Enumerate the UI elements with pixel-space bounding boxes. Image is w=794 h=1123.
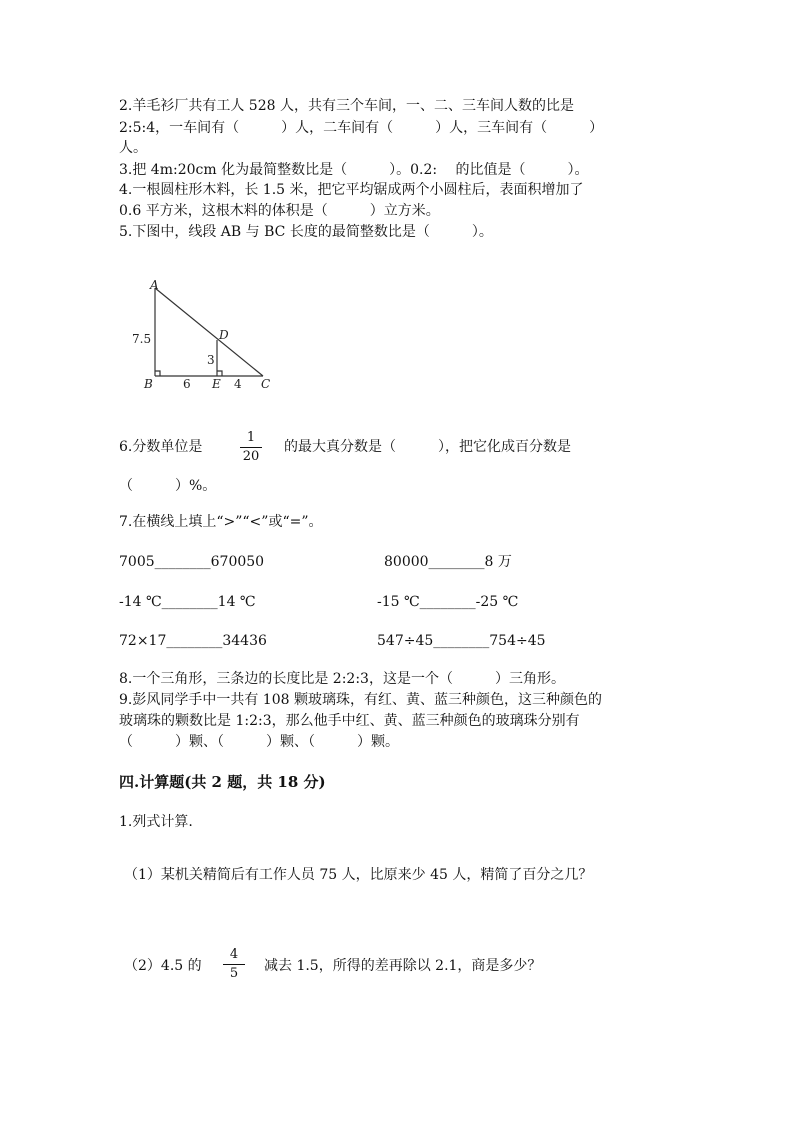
label-b: B xyxy=(144,377,153,391)
q8-line1: 8.一个三角形，三条边的长度比是 2:2:3，这是一个（ ）三角形。 xyxy=(119,671,565,687)
q9-line1: 9.彭风同学手中一共有 108 颗玻璃珠，有红、黄、蓝三种颜色，这三种颜色的 xyxy=(119,692,602,708)
calc-sub2-suffix: 减去 1.5，所得的差再除以 2.1，商是多少？ xyxy=(264,958,542,974)
right-angle-mark-e xyxy=(217,371,222,376)
length-be: 6 xyxy=(183,377,191,391)
label-a: A xyxy=(150,278,159,292)
length-ec: 4 xyxy=(234,377,242,391)
section-title: 四.计算题(共 2 题，共 18 分) xyxy=(119,773,326,791)
right-angle-mark-b xyxy=(155,371,160,376)
q7-row3-right: 547÷45________754÷45 xyxy=(377,633,546,649)
calc-sub2-fraction-denominator: 5 xyxy=(229,966,239,981)
fraction-bar xyxy=(240,447,262,448)
fraction-bar xyxy=(223,964,245,965)
q2-line1: 2.羊毛衫厂共有工人 528 人，共有三个车间，一、二、三车间人数的比是 xyxy=(119,98,574,114)
q9-line2: 玻璃珠的颗数比是 1:2:3，那么他手中红、黄、蓝三种颜色的玻璃珠分别有 xyxy=(119,713,580,729)
q7-title: 7.在横线上填上“>”“<”或“=”。 xyxy=(119,514,323,530)
q9-line3: （ ）颗、（ ）颗、（ ）颗。 xyxy=(119,734,399,750)
length-de: 3 xyxy=(207,353,215,367)
q6-fraction-denominator: 20 xyxy=(242,449,260,464)
q7-row2-left: -14 ℃________14 ℃ xyxy=(119,594,256,610)
label-d: D xyxy=(219,328,229,342)
q6-line2: （ ）%。 xyxy=(119,478,217,494)
length-ab: 7.5 xyxy=(132,332,152,346)
label-c: C xyxy=(261,377,271,391)
q6-fraction-numerator: 1 xyxy=(246,430,256,445)
q4-line2: 0.6 平方米，这根木料的体积是（ ）立方米。 xyxy=(119,203,440,219)
calc-sub2-fraction xyxy=(223,947,245,982)
q2-line2: 2:5:4，一车间有（ ）人，二车间有（ ）人，三车间有（ ） xyxy=(119,120,604,136)
q7-row1-left: 7005________670050 xyxy=(119,554,265,570)
calc-sub1: （1）某机关精简后有工作人员 75 人，比原来少 45 人，精简了百分之几？ xyxy=(124,867,593,883)
q4-line1: 4.一根圆柱形木料，长 1.5 米，把它平均锯成两个小圆柱后，表面积增加了 xyxy=(119,182,584,198)
calc-sub2-fraction-numerator: 4 xyxy=(229,947,239,962)
q6-prefix: 6.分数单位是 xyxy=(119,439,203,455)
q6-suffix: 的最大真分数是（ ），把它化成百分数是 xyxy=(284,439,571,455)
q7-row1-right: 80000________8 万 xyxy=(384,554,512,570)
label-e: E xyxy=(212,377,221,391)
calc-q1-title: 1.列式计算. xyxy=(119,814,193,830)
q2-line3: 人。 xyxy=(119,140,147,156)
q6-fraction xyxy=(240,430,262,465)
triangle-figure xyxy=(125,278,285,398)
q5-line1: 5.下图中，线段 AB 与 BC 长度的最简整数比是（ ）。 xyxy=(119,224,493,240)
q7-row2-right: -15 ℃________-25 ℃ xyxy=(377,594,519,610)
q3-line1: 3.把 4m:20cm 化为最简整数比是（ ）。0.2: 的比值是（ ）。 xyxy=(119,162,589,178)
calc-sub2-prefix: （2）4.5 的 xyxy=(124,958,202,974)
q7-row3-left: 72×17________34436 xyxy=(119,633,267,649)
